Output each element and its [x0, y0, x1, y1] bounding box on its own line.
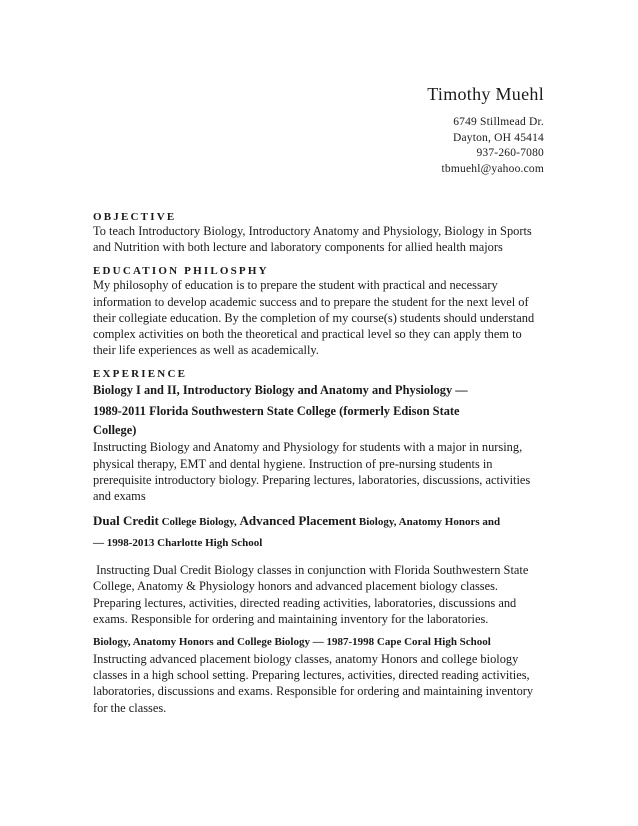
objective-line: and Nutrition with both lecture and laboratory components for allied health majors — [93, 240, 503, 255]
job-entry-cape-coral — [93, 633, 548, 716]
job-title-text: College Biology, — [158, 516, 240, 529]
job-description-line: laboratories, discussions and exams. Responsible for ordering and maintaining inventory — [93, 684, 534, 699]
job-title-text: Biology, Anatomy Honors and — [356, 516, 501, 529]
philosophy-line: complex activities on both the theoretical and practical level so they can apply them to — [93, 327, 522, 342]
job-description-line: classes in a high school setting. Preparing lectures, activities, directed reading activities, — [93, 668, 530, 683]
job-heading-line: Biology, Anatomy Honors and College Biology — 1987-1998 Cape Coral High School — [93, 636, 491, 649]
job-heading-line: College) — [93, 423, 137, 438]
section-title-experience: EXPERIENCE — [93, 368, 188, 381]
job-heading-line: Biology I and II, Introductory Biology and Anatomy and Physiology — — [93, 383, 468, 398]
job-entry-college — [93, 380, 548, 504]
job-description-line: exams. Responsible for ordering and maintaining inventory for the laboratories. — [93, 611, 489, 626]
job-description-line: for the classes. — [93, 700, 167, 715]
city-state-zip: Dayton, OH 45414 — [452, 131, 544, 144]
experience-section — [93, 368, 548, 715]
job-description-line: physical therapy, EMT and dental hygiene. Instruction of pre-nursing students in — [93, 456, 493, 471]
advanced-placement-label: Advanced Placement — [239, 513, 357, 529]
job-description-line: Instructing Dual Credit Biology classes in conjunction with Florida Southwestern State — [93, 563, 529, 578]
objective-section — [93, 211, 548, 255]
dual-credit-label: Dual Credit — [93, 513, 159, 529]
job-description-line: Instructing Biology and Anatomy and Physiology for students with a major in nursing, — [93, 440, 523, 455]
job-entry-charlotte — [93, 510, 548, 627]
philosophy-section — [93, 265, 548, 358]
job-description-line: College, Anatomy & Physiology honors and advanced placement biology classes. — [93, 579, 499, 594]
philosophy-line: information to develop academic success and to prepare the student for the next level of — [93, 294, 529, 309]
objective-line: To teach Introductory Biology, Introductory Anatomy and Physiology, Biology in Sports — [93, 224, 532, 238]
job-description-line: prerequisite introductory biology. Preparing lectures, laboratories, discussions, activities — [93, 472, 531, 487]
job-description-line: and exams — [93, 489, 146, 504]
contact-header — [427, 84, 544, 177]
phone-number: 937-260-7080 — [476, 147, 544, 159]
section-title-objective: OBJECTIVE — [93, 211, 177, 223]
philosophy-line: My philosophy of education is to prepare the student with practical and necessary — [93, 278, 498, 293]
section-title-philosophy: EDUCATION PHILOSPHY — [93, 265, 269, 278]
resume-body — [93, 211, 548, 716]
job-heading-line: — 1998-2013 Charlotte High School — [93, 537, 263, 550]
street-address: 6749 Stillmead Dr. — [453, 116, 544, 128]
job-description-line: Preparing lectures, activities, directed reading activities, laboratories, discussions and — [93, 595, 517, 610]
job-heading-line — [93, 510, 548, 533]
job-heading-line: 1989-2011 Florida Southwestern State College (formerly Edison State — [93, 404, 460, 419]
job-description-line: Instructing advanced placement biology classes, anatomy Honors and college biology — [93, 652, 519, 667]
person-name: Timothy Muehl — [427, 84, 544, 104]
philosophy-line: their life experiences as well as academically. — [93, 343, 319, 358]
philosophy-line: their collegiate education. By the completion of my course(s) students should understand — [93, 310, 535, 325]
email-address: tbmuehl@yahoo.com — [441, 162, 544, 175]
